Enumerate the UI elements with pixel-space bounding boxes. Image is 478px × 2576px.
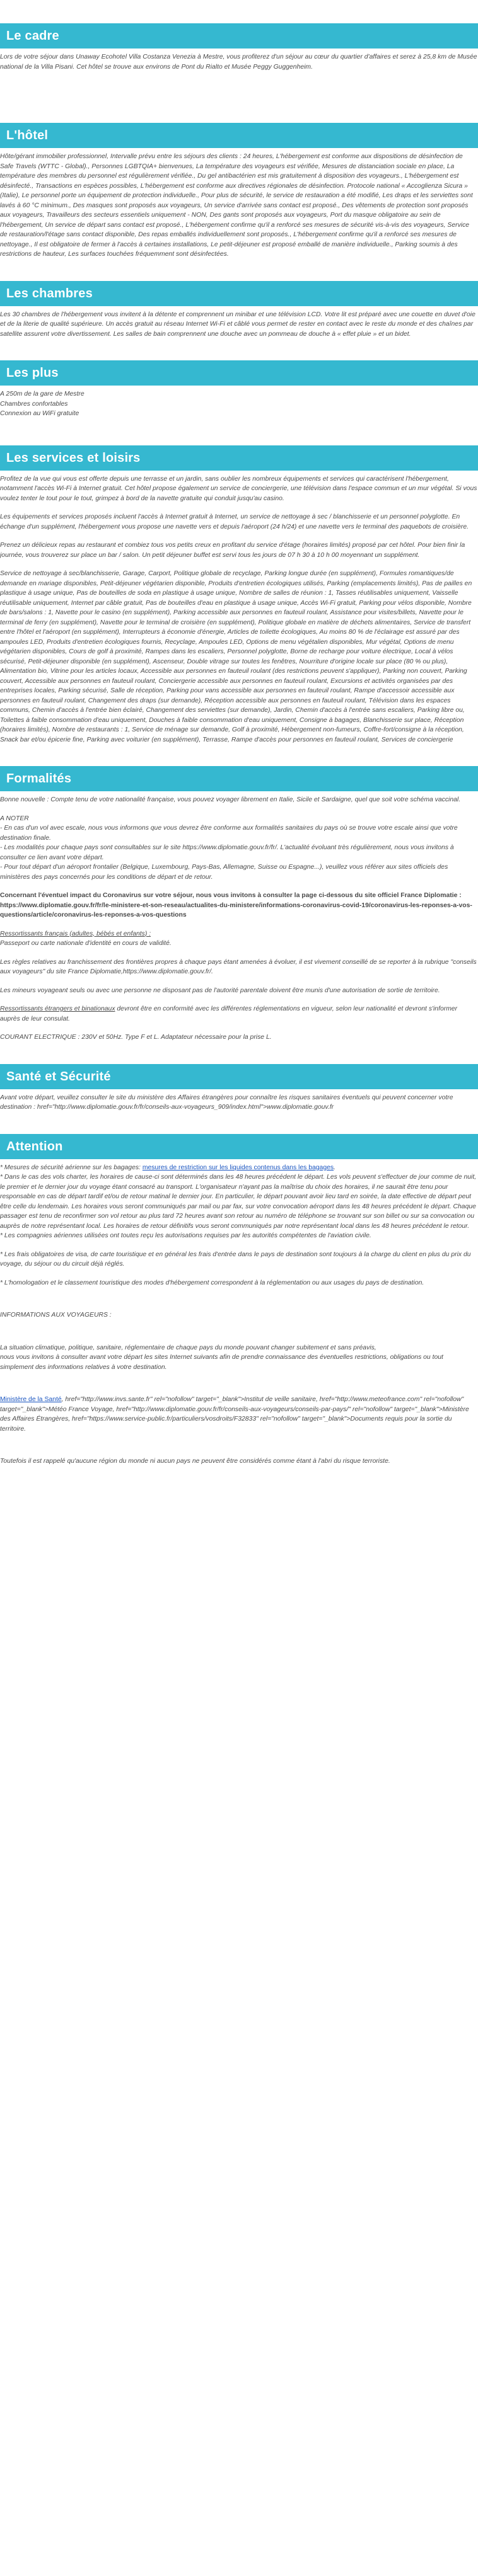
plus-item: Chambres confortables — [0, 400, 68, 408]
terrorism-warning: Toutefois il est rappelé qu'aucune région du monde ni aucun pays ne peuvent être considérés comme étant à l'abri du risque terroriste. — [0, 1458, 390, 1465]
covid-notice: Concernant l'éventuel impact du Coronavirus sur votre séjour, nous vous invitons à consulter la page ci-dessous du site officiel France Diplomatie : https://www.diplomatie.gouv.fr/fr/le-ministere-et-son-reseau/actualites-du-ministere/informations-coronavirus-covid-19/coronavirus-les-reponses-a-vos-questions/article/coronavirus-les-reponses-a-vos-questions — [0, 892, 472, 919]
attention-paragraph-3: * L'homologation et le classement touristique des modes d'hébergement correspondent à la réglementation ou aux usages du pays de destination. — [0, 1279, 424, 1286]
minors-text: Les mineurs voyageant seuls ou avec une personne ne disposant pas de l'autorité parentale doivent être munis d'une autorisation de sortie de territoire. — [0, 987, 440, 994]
plus-item: Connexion au WiFi gratuite — [0, 410, 79, 417]
section-title-plus: Les plus — [0, 360, 478, 386]
section-title-chambres: Les chambres — [0, 281, 478, 306]
hotel-text: Hôte/gérant immobilier professionnel, Intervalle prévu entre les séjours des clients : 24 heures, L'hébergement est conforme aux dispositions de désinfection de Safe Travels (WTTC - Global)., Personnes LGBTQIA+ bienvenues, La température des voyageurs est vérifiée, Mesures de distanciation sociale en place, La température des membres du personnel est régulièrement vérifiée., Du gel antibactérien est mis gratuitement à disposition des voyageurs., L'hébergement est désinfecté., Transactions en espèces possibles, L'hébergement est conforme aux directives régionales de désinfection. Protocole national « Accoglienza Sicura » (Italie), Le personnel porte un équipement de protection individuelle., Pour plus de sécurité, le service de restauration a été modifié, Les draps et les serviettes sont lavés à 60 °C minimum., Des masques sont proposés aux voyageurs, Un service d'arrivée sans contact est proposé., Des vêtements de protection sont proposés aux voyageurs, Travailleurs des secteurs essentiels uniquement - NON, Des gants sont proposés aux voyageurs, Port du masque obligatoire au sein de l'hébergement, Un service de départ sans contact est proposé., L'hébergement confirme qu'il a renforcé ses mesures de sécurité vis-à-vis des voyageurs, Service de restauration/l'étage sans contact disponible, Des repas emballés individuellement sont proposés., L'hébergement confirme qu'il a renforcé ses mesures de nettoyage., Il est obligatoire de fermer à l'accès à certaines installations, Le petit-déjeuner est proposé emballé de manière individuelle., Parking soumis à des restrictions de hauteur, Les surfaces touchées fréquemment sont désinfectées. — [0, 153, 473, 258]
section-title-hotel: L'hôtel — [0, 123, 478, 148]
services-paragraph-3: Prenez un délicieux repas au restaurant et combiez tous vos petits creux en profitant du service d'étage (horaires limités) proposé par cet hôtel. Pour bien finir la journée, vous trouverez sur place un bar / salon. Un petit déjeuner buffet est servi tous les jours de 07 h 30 à 10 h 00 moyennant un supplément. — [0, 542, 465, 559]
useful-links — [0, 1395, 478, 1434]
french-nationals-title: Ressortissants français (adultes, bébés et enfants) : — [0, 930, 151, 937]
attention-paragraph-1 — [0, 1163, 478, 1241]
foreign-nationals-title: Ressortissants étrangers et binationaux — [0, 1005, 115, 1012]
section-formalites — [0, 791, 478, 1048]
attention-paragraph-4: La situation climatique, politique, sanitaire, réglementaire de chaque pays du monde pouvant changer subitement et sans préavis, nous vous invitons à consulter avant votre départ les sites Internet suivants afin de prendre connaissance des éventuelles restrictions, obligations ou tout simplement des informations relatives à votre destination. — [0, 1344, 443, 1371]
attention-paragraph-2: * Les frais obligatoires de visa, de carte touristique et en général les frais d'entrée dans le pays de destination sont toujours à la charge du client en plus du prix du voyage, du séjour ou du circuit déjà réglés. — [0, 1251, 471, 1268]
services-paragraph-2: Les équipements et services proposés incluent l'accès à Internet gratuit à Internet, un service de nettoyage à sec / blanchisserie et un personnel polyglotte. En échange d'un supplément, l'hébergement vous propose une navette vers et depuis l'aéroport (24 h/24) et une navette vers le terminal des paquebots de croisière. — [0, 513, 469, 530]
border-rules-text: Les règles relatives au franchissement des frontières propres à chaque pays étant amenées à évoluer, il est vivement conseillé de se reporter à la rubrique "conseils aux voyageurs" du site France Diplomatie,https://www.diplomatie.gouv.fr/. — [0, 958, 477, 975]
foreign-nationals-text: devront être en conformité avec les différentes réglementations en vigueur, selon leur nationalité et devront s'informer auprès de leur consulat. — [0, 1005, 458, 1022]
plus-item: A 250m de la gare de Mestre — [0, 391, 85, 398]
charter-flight-info: . * Dans le cas des vols charter, les horaires de cause-ci sont déterminés dans les 48 heures précédent le départ. Les vols peuvent s'effectuer de jour comme de nuit, le premier et le dernier jour du voyage étant consacré au transport. L'organisateur n'ayant pas la maîtrise du choix des horaires, il ne saurait être tenu pour responsable en cas de départ tardif et/ou de retour matinal le dernier jour. En particulier, le départ pouvant avoir lieu tard en soirée, la date effective de départ peut être celle du lendemain. Les horaires vous seront communiqués par mail ou par fax, sur votre convocation aéroport dans les 48 heures précédent le départ. Chaque passager est tenu de reconfirmer son vol retour au plus tard 72 heures avant son retour au numéro de téléphone se trouvant sur son billet ou sur sa convocation ou auprès de notre représentant local. Les horaires de retour définitifs vous seront communiqués par notre représentant local dans les 48 heures précédent le retour. * Les compagnies aériennes utilisées ont toutes reçu les autorisations requises par les autorités compétentes de l'aviation civile. — [0, 1164, 477, 1239]
section-plus — [0, 386, 478, 424]
french-nationals-text: Passeport ou carte nationale d'identité en cours de validité. — [0, 940, 172, 947]
electric-info: COURANT ELECTRIQUE : 230V et 50Hz. Type F et L. Adaptateur nécessaire pour la prise L. — [0, 1034, 272, 1041]
notice-line: - En cas d'un vol avec escale, nous vous informons que vous devrez être conforme aux formalités sanitaires du pays où se trouve votre escale ainsi que votre destination finale. — [0, 825, 458, 842]
notice-line: - Pour tout départ d'un aéroport frontalier (Belgique, Luxembourg, Pays-Bas, Allemagne, Suisse ou Espagne...), veuillez vous référer aux sites officiels des ministères des pays concernés pour les conditions de départ et de retour. — [0, 864, 448, 881]
section-cadre — [0, 49, 478, 77]
luggage-rules-label: * Mesures de sécurité aérienne sur les bagages: — [0, 1164, 143, 1171]
notice-line: - Les modalités pour chaque pays sont consultables sur le site https://www.diplomatie.gouv.fr/fr/. L'actualité évoluant très régulièrement, nous vous invitons à consulter ce lien avant votre départ. — [0, 844, 454, 861]
section-services — [0, 471, 478, 750]
section-sante — [0, 1089, 478, 1118]
liquid-restrictions-link[interactable]: mesures de restriction sur les liquides contenus dans les bagages — [142, 1164, 334, 1171]
foreign-nationals — [0, 1004, 478, 1024]
section-attention — [0, 1159, 478, 1472]
useful-links-text: , href="http://www.invs.sante.fr" rel="nofollow" target="_blank">Institut de veille sanitaire, href="http://www.meteofrance.com" rel="nofollow" target="_blank">Météo France Voyage, href="http://www.diplomatie.gouv.fr/fr/conseils-aux-voyageurs/conseils-par-pays/" rel="nofollow" target="_blank">Ministère des Affaires Étrangères, href="https://www.service-public.fr/particuliers/vosdroits/F32833" rel="nofollow" target="_blank">Documents requis pour la sortie du territoire. — [0, 1396, 469, 1433]
cadre-text: Lors de votre séjour dans Unaway Ecohotel Villa Costanza Venezia à Mestre, vous profiterez d'un séjour au cœur du quartier d'affaires et serez à 25,8 km de Musée national de la Villa Pisani. Cet hôtel se trouve aux environs de Pont du Rialto et Musée Peggy Guggenheim. — [0, 54, 477, 71]
notice-title: A NOTER — [0, 815, 29, 822]
section-title-cadre: Le cadre — [0, 23, 478, 49]
section-title-services: Les services et loisirs — [0, 445, 478, 471]
chambres-text: Les 30 chambres de l'hébergement vous invitent à la détente et comprennent un minibar et une télévision LCD. Votre lit est préparé avec une couette en duvet d'oie et de la literie de qualité supérieure. Un accès gratuit au réseau Internet Wi-Fi et câblé vous permet de rester en contact avec le reste du monde et des chaînes par satellite assurent votre divertissement. Les salles de bain comprennent une douche avec un pommeau de douche à « effet pluie » et un bidet. — [0, 311, 475, 338]
travellers-info-title: INFORMATIONS AUX VOYAGEURS : — [0, 1312, 112, 1319]
services-list: Service de nettoyage à sec/blanchisserie, Garage, Carport, Politique globale de recyclage, Parking longue durée (en supplément), Formules romantiques/de demande en mariage disponibles, Petit-déjeuner végétarien disponible, Produits d'entretien écologiques utilisés, Parking (emplacements limités), Pas de pailles en plastique à usage unique, Pas de bouteilles de soda en plastique à usage unique, Nombre de salles de réunion : 1, Tasses réutilisables uniquement, Vaisselle réutilisable uniquement, Internet par câble gratuit, Pas de bouteilles d'eau en plastique à usage unique, Accès Wi-Fi gratuit, Parking pour vélos disponible, Nombre de bars/salons : 1, Navette pour le casino (en supplément), Parking accessible aux personnes en fauteuil roulant, Assistance pour visites/billets, Navette pour le terminal de ferry (en supplément), Navette pour le terminal de croisière (en supplément), Politique globale en matière de déchets alimentaires, Service de transfert entre l'hôtel et l'aéroport (en supplément), Interrupteurs à économie d'énergie, Articles de toilette écologiques, Au moins 80 % de l'éclairage est assuré par des ampoules LED, Produits d'entretien écologiques fournis, Recyclage, Ampoules LED, Options de menu végétalien disponibles, Mur végétal, Options de menu végétarien disponibles, Cours de golf à proximité, Rampes dans les escaliers, Personnel polyglotte, Borne de recharge pour voiture électrique, Local à vélos sécurisé, Petit-déjeuner disponible (en supplément), Ascenseur, Double vitrage sur toutes les fenêtres, Nourriture d'origine locale sur place (80 % ou plus), Alimentation bio, Vitrine pour les articles locaux, Accessible aux personnes en fauteuil roulant (des restrictions peuvent s'appliquer), Parking non couvert, Parking couvert, Accessible aux personnes en fauteuil roulant, Conciergerie accessible aux personnes en fauteuil roulant, Excursions et activités organisées par des entreprises locales, Parking sécurisé, Salle de réception, Parking pour vans accessible aux personnes en fauteuil roulant, Rampe d'accessoir accessible aux personnes en fauteuil roulant, Changement des draps (sur demande), Réception accessible aux personnes en fauteuil roulant, Télévision dans les espaces communs, Chemin d'accès à l'entrée bien éclairé, Changement des serviettes (sur demande), Jardin, Chemin d'accès à l'entrée sans escaliers, Parking libre ou, Toilettes à faible consommation d'eau uniquement, Douches à faible consommation d'eau uniquement, Consigne à bagages, Blanchisserie sur place, Réception (horaires limités), Nombre de restaurants : 1, Service de ménage sur demande, Golf à proximité, Hébergement non-fumeurs, Coffre-fort/consigne à la réception, Snack bar et/ou épicerie fine, Parking avec voiturier (en supplément), Terrasse, Rampe d'accès pour personnes en fauteuil roulant, Services de conciergerie — [0, 570, 472, 743]
section-title-formalites: Formalités — [0, 766, 478, 791]
sante-text: Avant votre départ, veuillez consulter le site du ministère des Affaires étrangères pour connaître les risques sanitaires éventuels qui peuvent concerner votre destination : href="http://www.diplomatie.gouv.fr/fr/conseils-aux-voyageurs_909/index.html">www.diplomatie.gouv.fr — [0, 1094, 453, 1111]
section-chambres — [0, 306, 478, 345]
health-ministry-link[interactable]: Ministère de la Santé — [0, 1396, 62, 1403]
services-paragraph-1: Profitez de la vue qui vous est offerte depuis une terrasse et un jardin, sans oublier les nombreux équipements et services qui caractérisent l'hébergement, notamment l'accès Wi-Fi à Internet gratuit. Cet hôtel propose également un service de conciergerie, une télévision dans l'espace commun et un mur végétal. Si vous voulez tenter le tout pour le tout, grimpez à bord de la navette gratuite qui conduit jusqu'au casino. — [0, 475, 477, 502]
section-title-attention: Attention — [0, 1134, 478, 1159]
formalites-intro: Bonne nouvelle : Compte tenu de votre nationalité française, vous pouvez voyager librement en Italie, Sicile et Sardaigne, quel que soit votre schéma vaccinal. — [0, 796, 461, 803]
section-hotel — [0, 148, 478, 265]
section-title-sante: Santé et Sécurité — [0, 1064, 478, 1089]
